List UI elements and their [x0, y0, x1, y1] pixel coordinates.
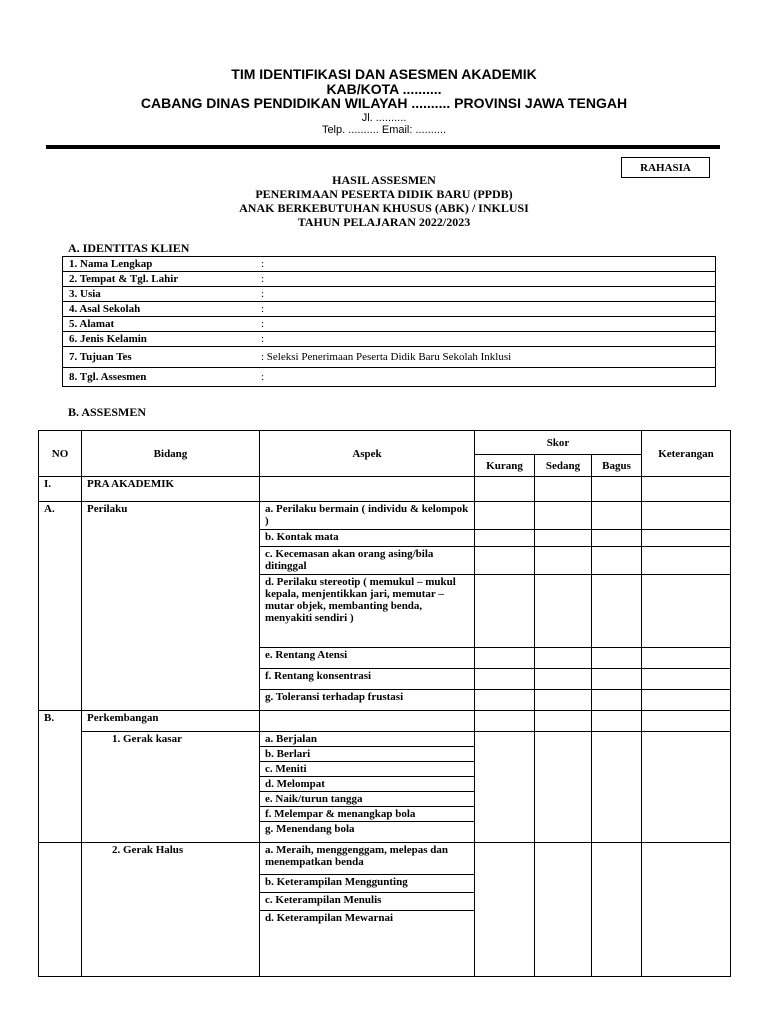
aspek-cell: b. Berlari	[260, 747, 475, 762]
identity-label: 7. Tujuan Tes	[69, 351, 132, 363]
aspek-cell: f. Melempar & menangkap bola	[260, 807, 475, 822]
aspek-cell: d. Keterampilan Mewarnai	[260, 911, 475, 977]
row-no: B.	[39, 711, 82, 732]
row-bidang: Perilaku	[82, 502, 260, 711]
table-header-row	[39, 431, 731, 455]
table-row	[39, 732, 731, 747]
sub-bidang-gerak-halus: 2. Gerak Halus	[82, 843, 260, 977]
identity-label: 6. Jenis Kelamin	[69, 333, 147, 345]
identity-label: 3. Usia	[69, 288, 101, 300]
title-line-1: HASIL ASSESMEN	[332, 173, 436, 187]
contact-line	[0, 124, 768, 136]
identity-label: 2. Tempat & Tgl. Lahir	[69, 273, 179, 285]
identity-value[interactable]: :	[261, 303, 265, 315]
title-line-3: ANAK BERKEBUTUHAN KHUSUS (ABK) / INKLUSI	[239, 201, 529, 215]
identity-value[interactable]: : Seleksi Penerimaan Peserta Didik Baru Sekolah Inklusi	[261, 351, 512, 363]
header-sedang: Sedang	[535, 455, 592, 477]
header-keterangan: Keterangan	[642, 431, 731, 477]
identity-row	[63, 257, 716, 272]
aspek-cell: e. Rentang Atensi	[260, 648, 475, 669]
kab-kota-line: KAB/KOTA ..........	[326, 81, 442, 97]
aspek-cell: f. Rentang konsentrasi	[260, 669, 475, 690]
row-bidang: Perkembangan	[82, 711, 260, 732]
identity-label: 5. Alamat	[69, 318, 115, 330]
table-row	[39, 502, 731, 530]
aspek-cell: e. Naik/turun tangga	[260, 792, 475, 807]
header-bidang: Bidang	[82, 431, 260, 477]
aspek-cell: g. Menendang bola	[260, 822, 475, 843]
aspek-cell: c. Keterampilan Menulis	[260, 893, 475, 911]
header-divider	[46, 145, 720, 149]
aspek-cell: d. Perilaku stereotip ( memukul – mukul kepala, menjentikkan jari, memutar – mutar objek, membanting benda, menyakiti sendiri )	[260, 575, 475, 648]
section-b-heading: B. ASSESMEN	[68, 405, 147, 419]
aspek-cell: b. Keterampilan Menggunting	[260, 875, 475, 893]
identity-label: 1. Nama Lengkap	[69, 258, 153, 270]
header-no: NO	[39, 431, 82, 477]
identity-row	[63, 317, 716, 332]
row-bidang: PRA AKADEMIK	[82, 477, 260, 502]
address-line: Jl. ..........	[361, 112, 407, 124]
identity-value[interactable]: :	[261, 318, 265, 330]
header-skor: Skor	[475, 431, 642, 455]
identity-row	[63, 347, 716, 368]
identity-value[interactable]: :	[261, 273, 265, 285]
assessment-table	[38, 430, 731, 977]
table-row	[39, 711, 731, 732]
header-aspek: Aspek	[260, 431, 475, 477]
identity-row	[63, 272, 716, 287]
title-line-4: TAHUN PELAJARAN 2022/2023	[297, 215, 471, 229]
aspek-cell: a. Meraih, menggenggam, melepas dan menempatkan benda	[260, 843, 475, 875]
cabang-dinas-line: CABANG DINAS PENDIDIKAN WILAYAH .......... PROVINSI JAWA TENGAH	[140, 95, 628, 111]
identity-row	[63, 332, 716, 347]
sub-bidang-gerak-kasar: 1. Gerak kasar	[82, 732, 260, 843]
identity-row	[63, 368, 716, 387]
header-kurang: Kurang	[475, 455, 535, 477]
aspek-cell: c. Meniti	[260, 762, 475, 777]
aspek-cell: g. Toleransi terhadap frustasi	[260, 690, 475, 711]
document-title-block	[0, 173, 768, 229]
table-row	[39, 477, 731, 502]
aspek-cell: d. Melompat	[260, 777, 475, 792]
aspek-cell: a. Berjalan	[260, 732, 475, 747]
identity-value[interactable]: :	[261, 371, 265, 383]
confidential-stamp: RAHASIA	[621, 157, 710, 178]
row-no: I.	[39, 477, 82, 502]
telp-text: Telp. ..........	[321, 124, 382, 136]
identity-value[interactable]: :	[261, 333, 265, 345]
aspek-cell: a. Perilaku bermain ( individu & kelompok )	[260, 502, 475, 530]
identity-value[interactable]: :	[261, 258, 265, 270]
table-row	[39, 843, 731, 875]
identity-value[interactable]: :	[261, 288, 265, 300]
aspek-cell: c. Kecemasan akan orang asing/bila ditinggal	[260, 547, 475, 575]
identity-label: 8. Tgl. Assesmen	[69, 371, 147, 383]
header-bagus: Bagus	[592, 455, 642, 477]
institution-name: TIM IDENTIFIKASI DAN ASESMEN AKADEMIK	[231, 66, 537, 82]
row-no: A.	[39, 502, 82, 711]
title-line-2: PENERIMAAN PESERTA DIDIK BARU (PPDB)	[255, 187, 513, 201]
identity-row	[63, 302, 716, 317]
identity-table	[62, 256, 716, 387]
email-text: Email: ..........	[381, 124, 447, 136]
section-a-heading: A. IDENTITAS KLIEN	[68, 241, 190, 255]
aspek-cell: b. Kontak mata	[260, 530, 475, 547]
identity-label: 4. Asal Sekolah	[69, 303, 141, 315]
identity-row	[63, 287, 716, 302]
